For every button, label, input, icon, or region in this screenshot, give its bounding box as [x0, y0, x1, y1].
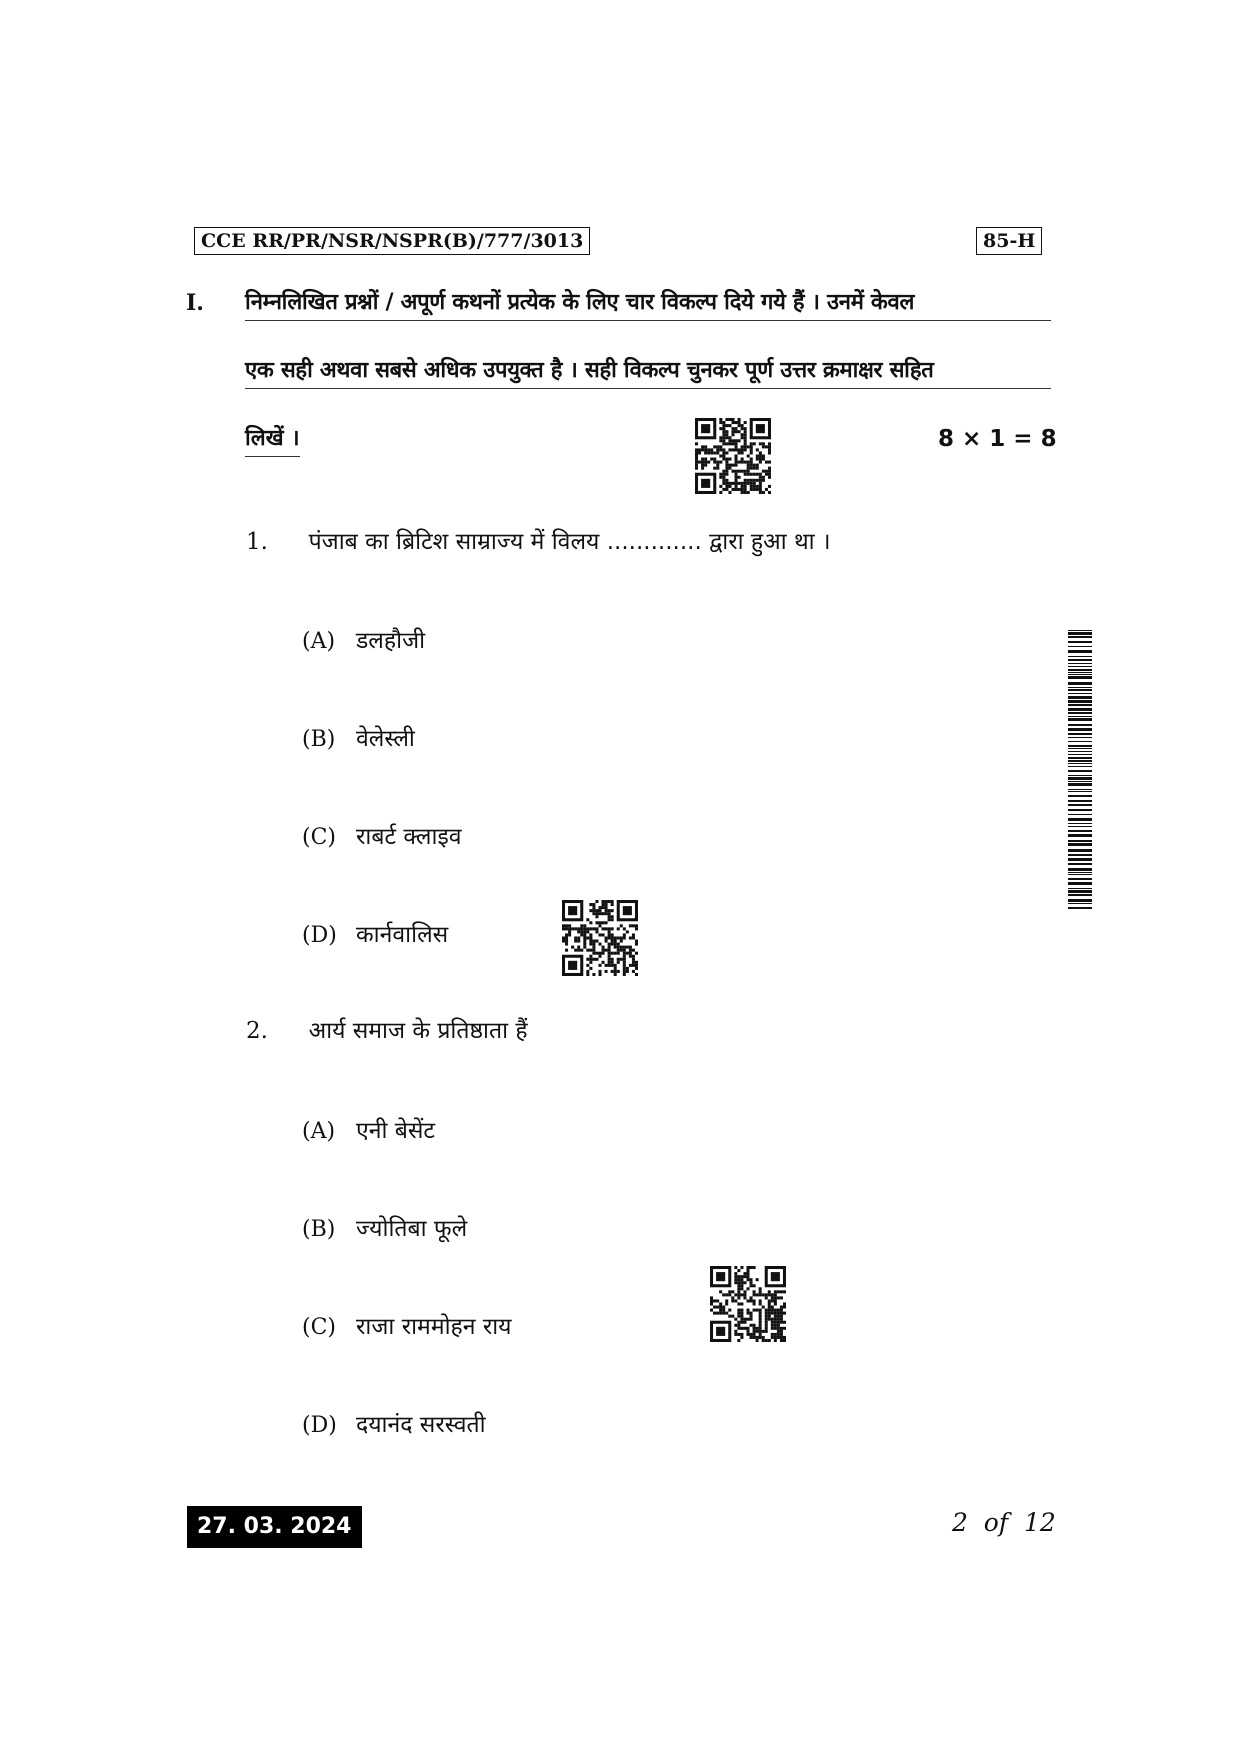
question-1	[246, 525, 831, 559]
option-1c: (C) राबर्ट क्लाइव	[302, 824, 462, 850]
qr-code-icon	[710, 1266, 786, 1342]
option-text: राबर्ट क्लाइव	[356, 824, 462, 850]
barcode-icon	[1068, 630, 1092, 910]
exam-code-box	[194, 227, 590, 255]
option-2a: (A) एनी बेसेंट	[302, 1118, 436, 1144]
page-number: 2 of 12	[952, 1508, 1056, 1537]
question-text: आर्य समाज के प्रतिष्ठाता हैं	[308, 1018, 528, 1044]
option-text: वेलेस्ली	[356, 726, 415, 752]
instruction-line-3: लिखें ।	[245, 422, 300, 457]
option-text: एनी बेसेंट	[356, 1118, 436, 1144]
exam-date: 27. 03. 2024	[187, 1506, 362, 1548]
paper-code: 85-H	[983, 230, 1036, 252]
option-text: राजा राममोहन राय	[356, 1314, 512, 1340]
question-number: 1.	[246, 529, 268, 555]
instruction-line-1: निम्नलिखित प्रश्नों / अपूर्ण कथनों प्रत्येक के लिए चार विकल्प दिये गये हैं । उनमें केवल	[245, 286, 1051, 321]
section-number: I.	[186, 290, 204, 316]
question-number: 2.	[246, 1018, 268, 1044]
paper-code-box	[976, 227, 1042, 255]
option-text: दयानंद सरस्वती	[356, 1412, 486, 1438]
option-1a: (A) डलहौजी	[302, 628, 426, 654]
option-text: ज्योतिबा फूले	[356, 1216, 468, 1242]
question-2	[246, 1014, 528, 1048]
exam-code: CCE RR/PR/NSR/NSPR(B)/777/3013	[201, 230, 584, 252]
marks-allocation: 8 × 1 = 8	[938, 426, 1057, 452]
option-text: कार्नवालिस	[356, 922, 449, 948]
option-text: डलहौजी	[356, 628, 426, 654]
instruction-line-2: एक सही अथवा सबसे अधिक उपयुक्त है । सही विकल्प चुनकर पूर्ण उत्तर क्रमाक्षर सहित	[245, 354, 1051, 389]
option-1b: (B) वेलेस्ली	[302, 726, 415, 752]
option-2b: (B) ज्योतिबा फूले	[302, 1216, 468, 1242]
option-2d: (D) दयानंद सरस्वती	[302, 1412, 486, 1438]
option-2c: (C) राजा राममोहन राय	[302, 1314, 512, 1340]
option-1d: (D) कार्नवालिस	[302, 922, 449, 948]
qr-code-icon	[695, 418, 771, 494]
qr-code-icon	[562, 900, 638, 976]
question-text: पंजाब का ब्रिटिश साम्राज्य में विलय ............. द्वारा हुआ था ।	[308, 529, 831, 555]
